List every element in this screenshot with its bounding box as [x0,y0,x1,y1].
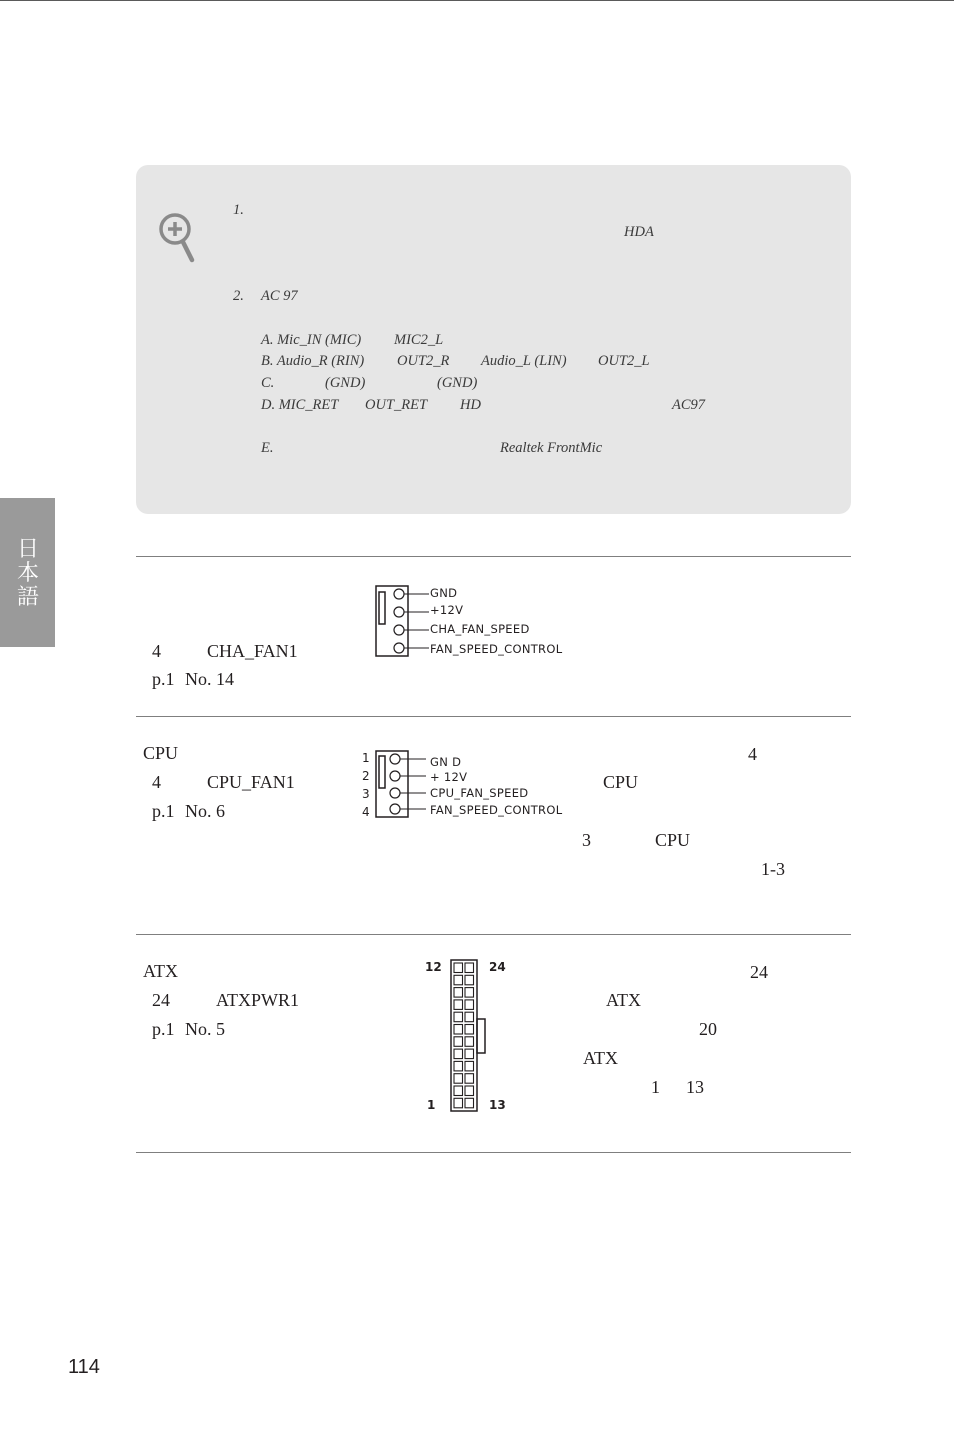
page-number: 114 [68,1356,100,1378]
note-b-label2: Audio_L (LIN) [481,353,567,369]
note-b-value1: OUT2_R [397,353,450,369]
note-b-label: B. Audio_R (RIN) [261,353,365,369]
atx-pin [454,975,463,985]
atx-connector-diagram [450,959,490,1113]
cha-pin-control: FAN_SPEED_CONTROL [430,642,563,656]
atx-pin [454,1098,463,1108]
atx-item-ref: No. 5 [185,1019,225,1039]
note-e-value: Realtek FrontMic [500,440,603,456]
cpu-fan-desc-4: 4 [748,744,757,764]
atx-label-1: 1 [427,1098,436,1112]
cpu-fan-desc-pins: 1-3 [761,859,785,879]
note-e-label: E. [261,440,274,456]
atx-pin [465,1074,474,1084]
cpu-fan-pin-count: 4 [152,772,161,792]
cha-pin-gnd: GND [430,586,458,600]
section-rule-4 [136,1152,851,1153]
atx-pin [465,975,474,985]
cpu-pin-gnd: GN D [430,755,462,769]
header-rule [0,0,954,1]
atx-pin [465,1061,474,1071]
cpu-pin-12v: + 12V [430,770,468,784]
note-d-ac97: AC97 [672,397,706,413]
note-item2-ac97: AC 97 [261,288,298,304]
note-item1-hda: HDA [624,224,654,240]
atx-pin-count: 24 [152,990,170,1010]
atx-title: ATX [143,961,178,981]
note-item1-number: 1. [233,202,244,218]
atx-pin [454,1012,463,1022]
cha-pin-12v: +12V [430,603,464,617]
language-side-tab [0,498,55,647]
side-tab-label: 日本語 [16,537,39,610]
atx-pin [454,1061,463,1071]
atx-label-13: 13 [489,1098,506,1112]
atx-pin [454,1000,463,1010]
atx-pin [465,1086,474,1096]
cha-fan-connector-diagram [374,584,434,660]
atx-pin [454,1037,463,1047]
atx-pin [465,1049,474,1059]
atx-label-12: 12 [425,960,442,974]
magnifier-plus-icon [158,210,198,266]
atx-desc-pin-1: 1 [651,1077,660,1097]
atx-pin [465,1037,474,1047]
section-rule-2 [136,716,851,717]
note-a-value: MIC2_L [394,332,444,348]
cpu-fan-desc-cpu-2: CPU [655,830,691,850]
note-d-hd: HD [460,397,481,413]
atx-desc-24: 24 [750,962,768,982]
note-c-gnd1: (GND) [325,375,366,391]
note-c-label: C. [261,375,275,391]
cpu-fan-item-ref: No. 6 [185,801,225,821]
cha-fan-item-ref: No. 14 [185,669,234,689]
cpu-fan-name: CPU_FAN1 [207,772,295,792]
atx-pin [454,1074,463,1084]
atx-pin [465,1025,474,1035]
cpu-pin-number-3: 3 [362,787,370,801]
section-rule-3 [136,934,851,935]
cha-pin-speed: CHA_FAN_SPEED [430,622,530,636]
atx-pin [454,963,463,973]
atx-pin [454,1086,463,1096]
cpu-pin-control: FAN_SPEED_CONTROL [430,803,563,817]
cpu-fan-title: CPU [143,743,179,763]
atx-name: ATXPWR1 [216,990,300,1010]
note-d-label: D. MIC_RET [261,397,339,413]
atx-pin [454,988,463,998]
cha-fan-name: CHA_FAN1 [207,641,298,661]
atx-pin [465,1098,474,1108]
atx-pin [454,1025,463,1035]
note-d-value: OUT_RET [365,397,428,413]
atx-page-ref: p.1 [152,1019,175,1039]
atx-pin [465,988,474,998]
atx-desc-20: 20 [699,1019,717,1039]
note-item2-number: 2. [233,288,244,304]
section-rule-1 [136,556,851,557]
atx-desc-pin-13: 13 [686,1077,704,1097]
atx-pin [465,1000,474,1010]
cpu-fan-desc-3: 3 [582,830,591,850]
note-a-label: A. Mic_IN (MIC) [261,332,362,348]
cpu-fan-desc-cpu: CPU [603,772,639,792]
note-b-value2: OUT2_L [598,353,650,369]
atx-desc-atx: ATX [606,990,641,1010]
cpu-fan-connector-diagram [374,750,434,820]
atx-desc-atx-2: ATX [583,1048,618,1068]
cha-fan-page-ref: p.1 [152,669,175,689]
atx-pin [454,1049,463,1059]
cpu-fan-page-ref: p.1 [152,801,175,821]
atx-pin [465,1012,474,1022]
atx-pin [465,963,474,973]
atx-label-24: 24 [489,960,506,974]
cpu-pin-number-4: 4 [362,805,370,819]
cpu-pin-speed: CPU_FAN_SPEED [430,786,529,800]
cpu-pin-number-1: 1 [362,751,370,765]
cpu-pin-number-2: 2 [362,769,370,783]
note-c-gnd2: (GND) [437,375,478,391]
cha-fan-pin-count: 4 [152,641,161,661]
